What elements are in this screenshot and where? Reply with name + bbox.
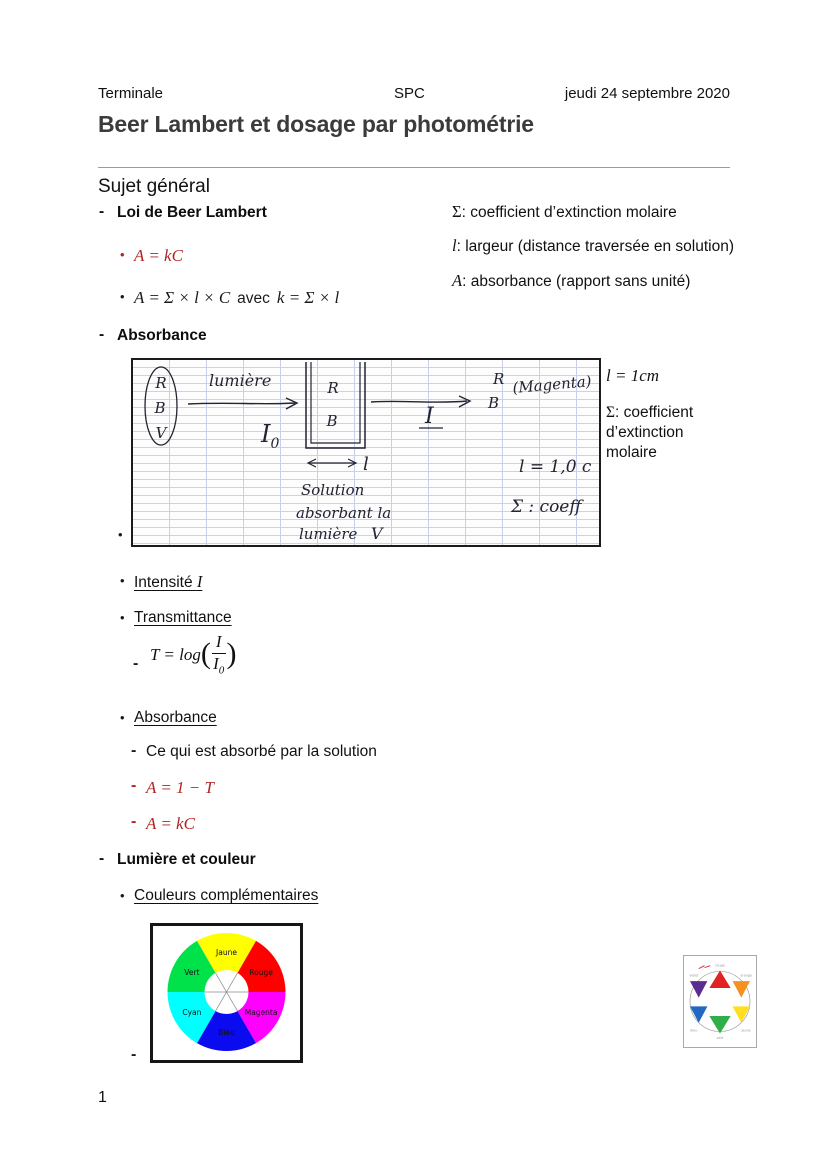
dot-bullet: • [120, 610, 125, 625]
in-letter-v: V [155, 424, 167, 442]
absorbance-def-text: Ce qui est absorbé par la solution [146, 743, 377, 760]
note-sigma [606, 403, 718, 463]
legend-l-text: : largeur (distance traversée en solution) [456, 238, 735, 255]
wheel-label-vert: Vert [184, 967, 200, 977]
wheel-label-jaune: Jaune [216, 947, 237, 957]
section-heading: Sujet général [98, 176, 210, 197]
hand-l-note: l = 1,0 c [519, 457, 592, 477]
legend-a [452, 271, 690, 291]
out-letter-b: B [488, 394, 500, 412]
star-triangle-rouge [709, 971, 730, 988]
solution-line-2: absorbant la [296, 504, 392, 522]
header-date: jeudi 24 septembre 2020 [564, 85, 730, 102]
dash-bullet: - [99, 203, 105, 220]
item-intensity [120, 572, 202, 592]
page-title: Beer Lambert et dosage par photométrie [98, 111, 534, 137]
item-beer-law [99, 204, 267, 222]
dash-bullet: - [99, 850, 105, 867]
dot-bullet: • [120, 289, 125, 304]
i-out-label: I [425, 404, 434, 429]
fraction-numerator: I [212, 633, 226, 654]
color-wheel-figure [150, 923, 303, 1063]
l-symbol: l [452, 236, 457, 255]
formula-a1t: A = 1 − T [146, 778, 214, 797]
item-transmittance [120, 609, 232, 627]
note-sigma-text: : coefficient d’extinction molaire [606, 404, 694, 461]
dash-bullet: - [131, 742, 137, 759]
wheel-label-bleu: Bleu [218, 1027, 235, 1037]
formula-full-right: k = Σ × l [276, 288, 340, 307]
item-light-color [99, 851, 256, 869]
cuvette-outer [306, 362, 365, 448]
open-paren: ( [200, 636, 211, 670]
transmittance-label: Transmittance [134, 609, 232, 626]
dot-bullet: • [120, 573, 125, 588]
out-letter-r: R [493, 370, 505, 388]
header-subject: SPC [394, 85, 425, 102]
image-bullet: • [118, 527, 123, 542]
hand-sigma-note: Σ : coeff [511, 497, 582, 517]
solution-line-3: lumière [299, 525, 358, 541]
light-color-heading: Lumière et couleur [117, 851, 256, 868]
item-absorbance-sub [120, 709, 217, 727]
wheel-label-magenta: Magenta [244, 1007, 278, 1017]
legend-a-text: : absorbance (rapport sans unité) [462, 273, 691, 290]
intensity-text: Intensité [134, 574, 197, 591]
item-formula-a1t [131, 778, 214, 798]
dash-bullet: - [131, 813, 137, 830]
dot-bullet: • [120, 710, 125, 725]
a-symbol: A [452, 271, 463, 290]
legend-sigma [452, 202, 677, 222]
color-star-figure [683, 955, 757, 1048]
in-letter-r: R [155, 374, 167, 392]
divider-rule [98, 167, 730, 168]
color-star-svg [684, 956, 756, 1047]
absorbance-diagram [131, 358, 601, 547]
out-color-label: (Magenta) [511, 372, 593, 397]
header-course: Terminale [98, 85, 164, 102]
item-absorbance-def [131, 743, 377, 761]
intensity-label [134, 572, 202, 592]
note-sigma-symbol: Σ [606, 404, 616, 421]
sigma-symbol: Σ [452, 202, 462, 221]
item-formula-akc [120, 246, 183, 266]
fraction-denominator: $I_0$ [213, 653, 225, 677]
dash-bullet: - [131, 777, 137, 794]
wheel-label-rouge: Rouge [249, 967, 273, 977]
star-label-violet: violet [689, 973, 699, 978]
wheel-label-cyan: Cyan [182, 1007, 202, 1017]
star-label-rouge: rouge [715, 963, 725, 968]
star-label-bleu: bleu [690, 1028, 698, 1033]
dash-bullet: - [99, 326, 105, 343]
cuvette-letter-b: B [326, 412, 338, 430]
light-label: lumière [209, 371, 272, 390]
dot-bullet: • [120, 247, 125, 262]
arrow-in [188, 403, 295, 404]
page-number: 1 [98, 1089, 107, 1106]
item-complementary [120, 887, 318, 905]
absorbance-diagram-svg [133, 360, 595, 541]
star-red-annotation [699, 966, 711, 969]
star-label-vert: vert [716, 1036, 724, 1041]
star-label-jaune: jaune [741, 1028, 751, 1033]
beer-law-heading: Loi de Beer Lambert [117, 204, 267, 221]
absorbance-heading: Absorbance [117, 327, 207, 344]
width-label: l [363, 454, 369, 475]
item-absorbance-heading [99, 327, 207, 345]
legend-l [452, 236, 734, 256]
in-letter-b: B [154, 399, 166, 417]
transmittance-formula [150, 633, 237, 676]
formula-full-avec: avec [237, 290, 270, 307]
solution-line-1: Solution [301, 481, 365, 499]
cuvette-letter-r: R [327, 379, 339, 397]
dash-bullet: - [131, 1046, 137, 1063]
formula-akc2: A = kC [146, 814, 195, 833]
legend-sigma-text: : coefficient d’extinction molaire [461, 204, 677, 221]
i0-label: $I_0$ [261, 420, 280, 452]
cuvette-inner [311, 362, 360, 443]
fraction [212, 633, 226, 676]
item-formula-akc2 [131, 814, 195, 834]
color-wheel-svg [153, 926, 300, 1060]
star-triangle-bleu [690, 1006, 707, 1022]
absorbance-sub-label: Absorbance [134, 709, 217, 726]
complementary-label: Couleurs complémentaires [134, 887, 319, 904]
star-triangle-jaune [733, 1006, 750, 1022]
formula-full [134, 288, 339, 308]
dot-bullet: • [120, 888, 125, 903]
formula-full-left: A = Σ × l × C [134, 288, 231, 307]
t-formula-lhs: T = log [150, 644, 201, 664]
note-l: l = 1cm [606, 366, 660, 385]
check-mark: V [371, 524, 383, 541]
close-paren: ) [226, 636, 237, 670]
star-label-orange: orange [740, 973, 752, 978]
dash-bullet: - [133, 655, 139, 672]
arrow-out [371, 401, 467, 402]
intensity-symbol: I [196, 572, 203, 591]
formula-akc: A = kC [134, 246, 183, 265]
item-formula-full [120, 288, 339, 308]
